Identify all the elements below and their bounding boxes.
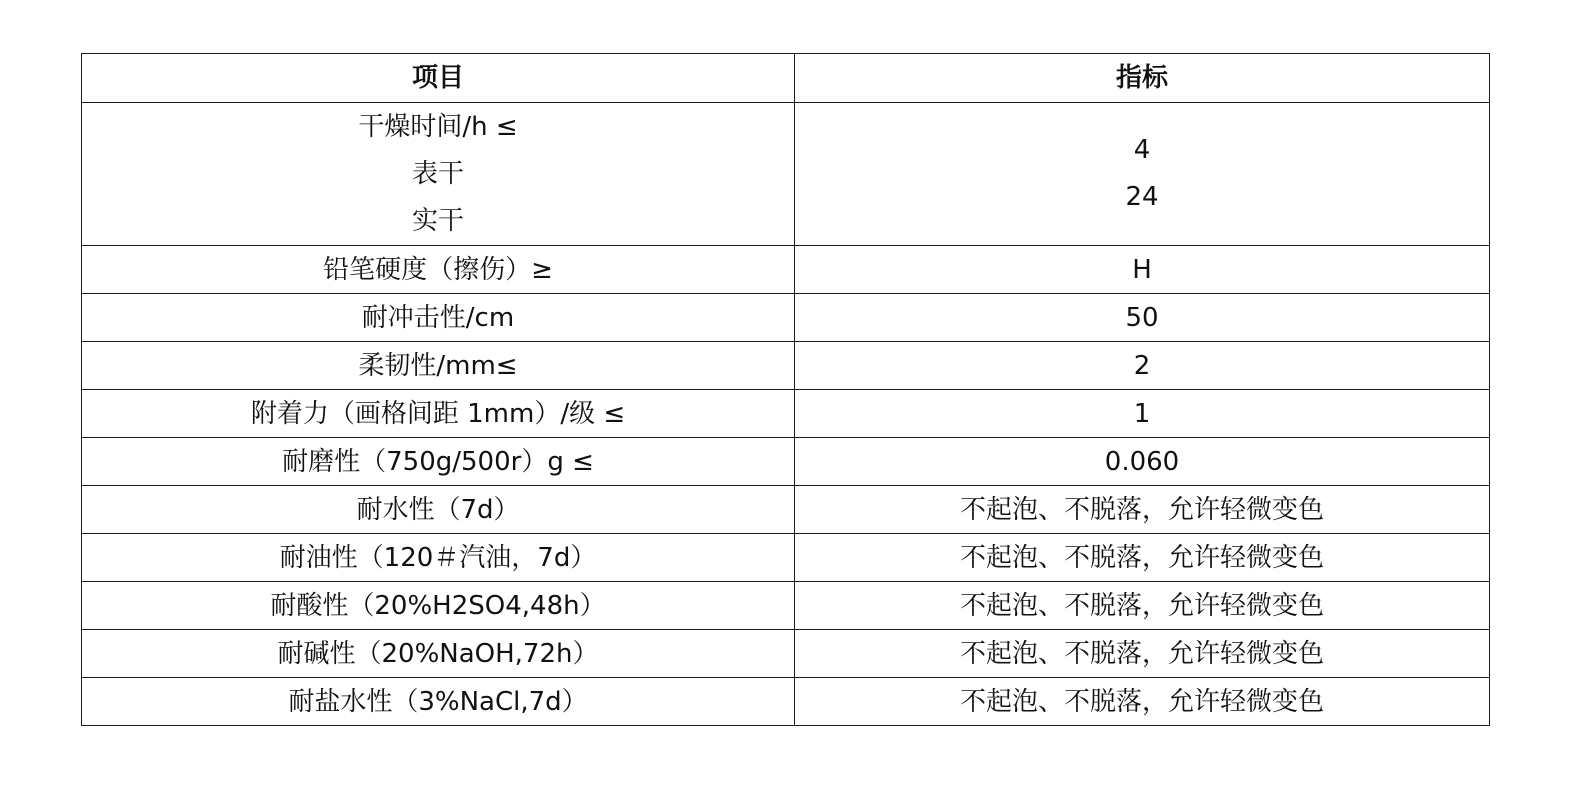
item-cell: 耐磨性（750g/500r）g ≤ xyxy=(82,438,795,486)
value-cell: 0.060 xyxy=(795,438,1490,486)
value-cell: 不起泡、不脱落，允许轻微变色 xyxy=(795,630,1490,678)
drying-item-line: 表干 xyxy=(411,158,464,189)
drying-value-line: 4 xyxy=(1133,135,1151,165)
drying-value-line: 24 xyxy=(1125,182,1159,212)
spec-table xyxy=(81,53,1490,726)
table-row xyxy=(82,630,1490,678)
drying-item-cell xyxy=(82,103,795,246)
table-row xyxy=(82,390,1490,438)
item-cell: 附着力（画格间距 1mm）/级 ≤ xyxy=(82,390,795,438)
header-value: 指标 xyxy=(795,54,1490,103)
item-cell: 耐油性（120＃汽油，7d） xyxy=(82,534,795,582)
value-cell: 不起泡、不脱落，允许轻微变色 xyxy=(795,486,1490,534)
table-row xyxy=(82,534,1490,582)
item-cell: 铅笔硬度（擦伤）≥ xyxy=(82,246,795,294)
drying-item-line: 实干 xyxy=(411,205,464,236)
value-cell: 2 xyxy=(795,342,1490,390)
header-row xyxy=(82,54,1490,103)
item-cell: 耐酸性（20%H2SO4,48h） xyxy=(82,582,795,630)
table-row xyxy=(82,582,1490,630)
table-row xyxy=(82,486,1490,534)
table-row-drying xyxy=(82,103,1490,246)
table-row xyxy=(82,438,1490,486)
item-cell: 耐水性（7d） xyxy=(82,486,795,534)
value-cell: H xyxy=(795,246,1490,294)
item-cell: 耐冲击性/cm xyxy=(82,294,795,342)
item-cell: 柔韧性/mm≤ xyxy=(82,342,795,390)
table-row xyxy=(82,342,1490,390)
table-row xyxy=(82,294,1490,342)
value-cell: 50 xyxy=(795,294,1490,342)
value-cell: 不起泡、不脱落，允许轻微变色 xyxy=(795,678,1490,726)
table-row xyxy=(82,678,1490,726)
table-row xyxy=(82,246,1490,294)
item-cell: 耐盐水性（3%NaCl,7d） xyxy=(82,678,795,726)
value-cell: 不起泡、不脱落，允许轻微变色 xyxy=(795,534,1490,582)
value-cell: 1 xyxy=(795,390,1490,438)
header-item: 项目 xyxy=(82,54,795,103)
drying-item-line: 干燥时间/h ≤ xyxy=(358,111,518,142)
item-cell: 耐碱性（20%NaOH,72h） xyxy=(82,630,795,678)
value-cell: 不起泡、不脱落，允许轻微变色 xyxy=(795,582,1490,630)
drying-value-cell xyxy=(795,103,1490,246)
